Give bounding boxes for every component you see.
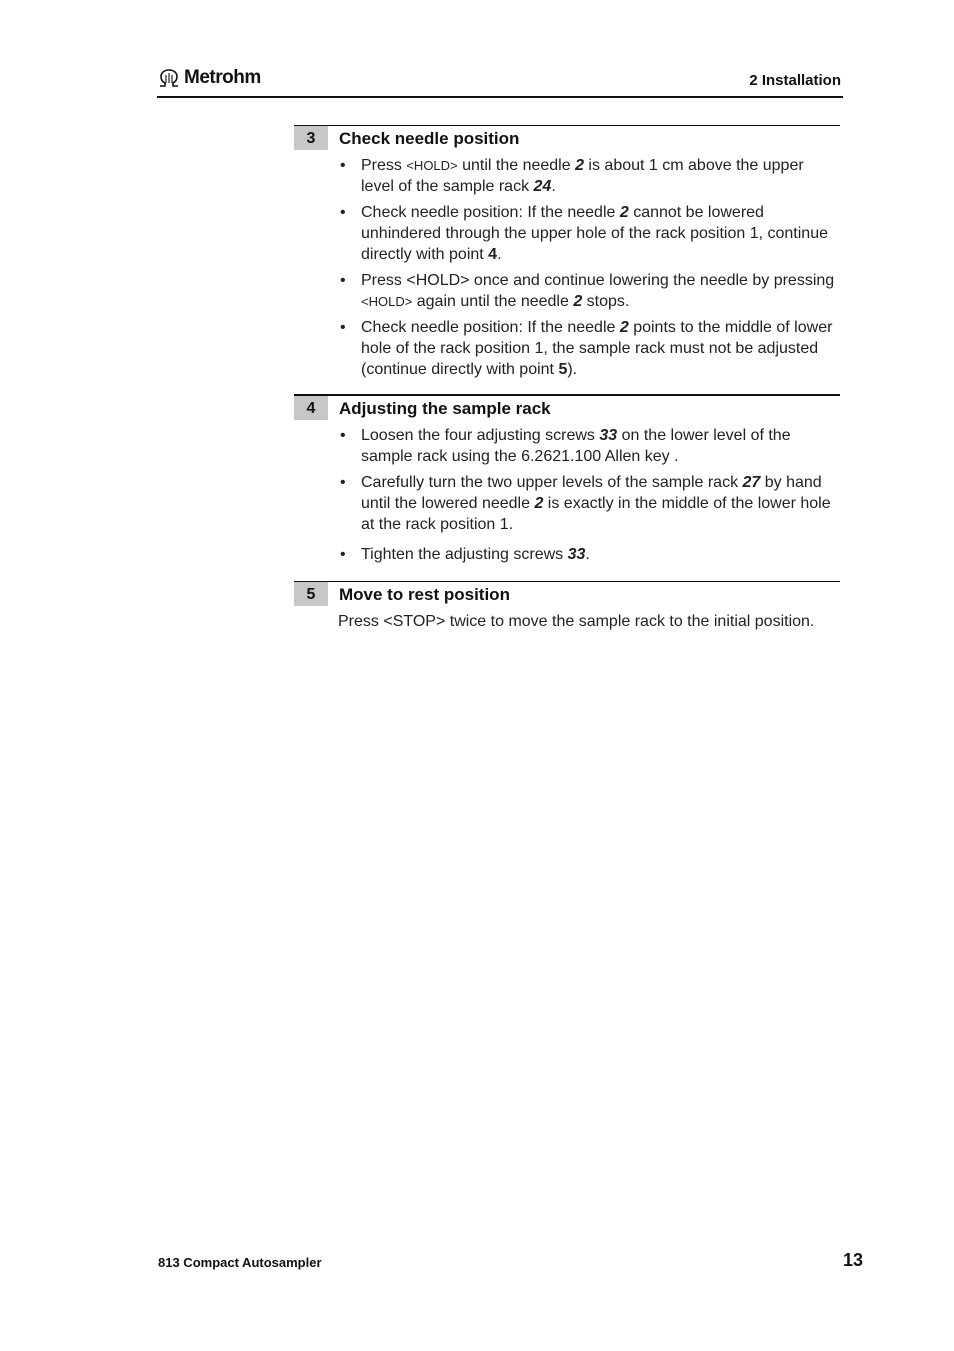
section-title: 2 Installation <box>749 72 841 89</box>
step-header <box>294 581 840 607</box>
list-item: • Press <HOLD> until the needle 2 is about 1 cm above the upper level of the sample rack 24. <box>338 155 840 197</box>
list-item: • Check needle position: If the needle 2 cannot be lowered unhindered through the upper hole of the rack position 1, continue directly with point 4. <box>338 202 840 265</box>
bullet-list <box>338 155 840 380</box>
step-number: 3 <box>294 126 328 150</box>
step-5 <box>294 581 840 632</box>
page-number: 13 <box>842 1250 863 1270</box>
step-3 <box>294 125 840 385</box>
step-title: Check needle position <box>339 129 520 148</box>
list-item: • Tighten the adjusting screws 33. <box>338 544 840 565</box>
logo-text: Metrohm <box>184 67 261 88</box>
bullet-list <box>338 425 840 565</box>
step-header <box>294 125 840 151</box>
step-title: Adjusting the sample rack <box>339 399 551 418</box>
step-text: Press <STOP> twice to move the sample rack to the initial position. <box>338 613 815 630</box>
list-item: • Check needle position: If the needle 2 points to the middle of lower hole of the rack position 1, the sample rack must not be adjusted (continue directly with point 5). <box>338 317 840 380</box>
page-header <box>157 64 843 98</box>
step-number: 4 <box>294 396 328 420</box>
list-item: • Press <HOLD> once and continue lowering the needle by pressing <HOLD> again until the needle 2 stops. <box>338 270 840 312</box>
step-body <box>338 611 840 632</box>
step-number: 5 <box>294 582 328 606</box>
step-title: Move to rest position <box>339 585 510 604</box>
step-4 <box>294 394 840 570</box>
omega-icon <box>157 68 181 88</box>
metrohm-logo <box>157 67 261 89</box>
step-body <box>338 155 840 380</box>
step-header <box>294 394 840 421</box>
list-item: • Carefully turn the two upper levels of the sample rack 27 by hand until the lowered needle 2 is exactly in the middle of the lower hole at the rack position 1. <box>338 472 840 535</box>
footer-product: 813 Compact Autosampler <box>158 1255 322 1270</box>
step-body <box>338 425 840 565</box>
list-item: • Loosen the four adjusting screws 33 on the lower level of the sample rack using the 6.2621.100 Allen key . <box>338 425 840 467</box>
